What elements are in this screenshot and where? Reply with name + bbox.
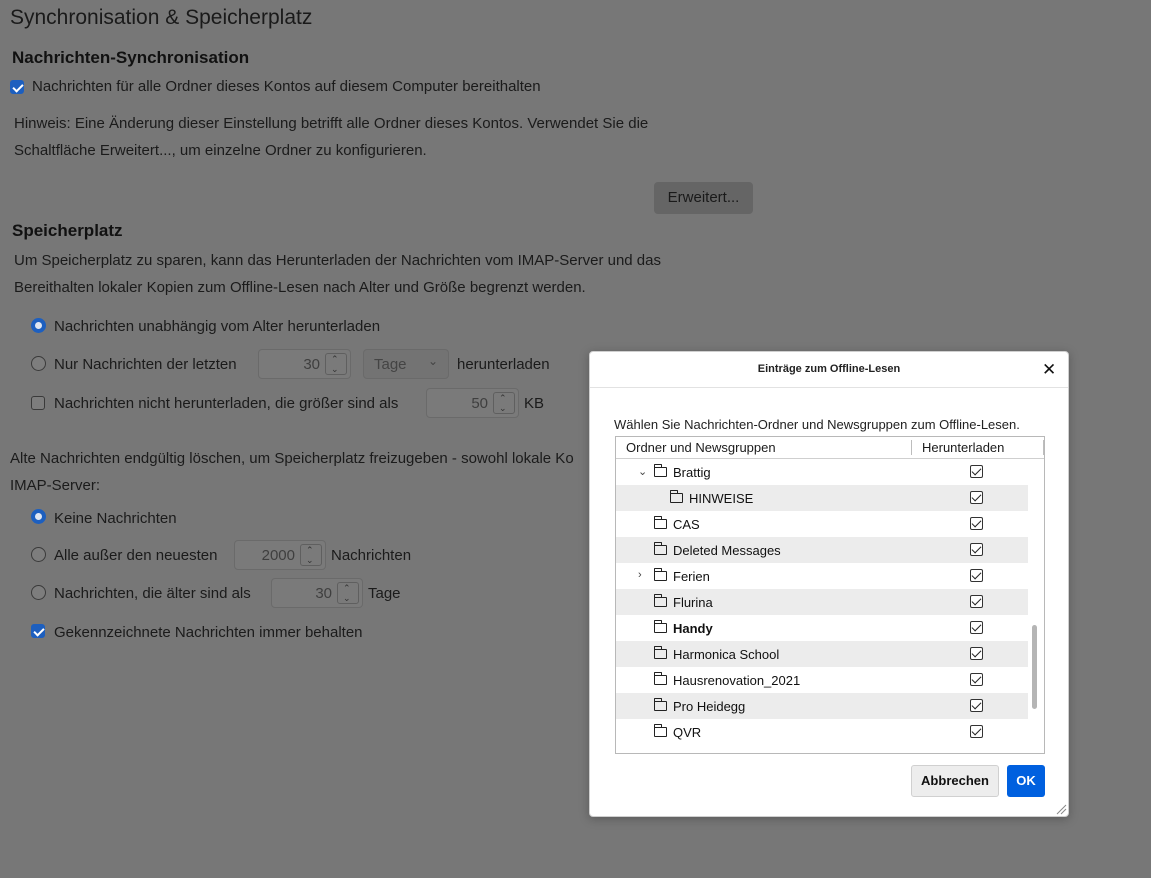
folder-icon xyxy=(654,701,667,711)
folder-icon xyxy=(654,467,667,477)
download-checkbox[interactable] xyxy=(970,673,983,686)
folder-icon xyxy=(670,493,683,503)
folder-icon xyxy=(654,519,667,529)
folder-label: CAS xyxy=(673,517,700,532)
days-unit-value: Tage xyxy=(374,356,407,373)
download-all-radio[interactable] xyxy=(31,318,46,333)
older-days-stepper[interactable] xyxy=(271,578,363,608)
folder-label: Brattig xyxy=(673,465,711,480)
delete-none-label: Keine Nachrichten xyxy=(54,510,177,527)
folder-icon xyxy=(654,675,667,685)
chevron-right-icon[interactable]: › xyxy=(638,569,642,581)
download-last-suffix: herunterladen xyxy=(457,356,550,373)
tree-rows xyxy=(616,459,1028,745)
stepper-value: 2000 xyxy=(261,547,295,564)
folder-label: Harmonica School xyxy=(673,647,780,662)
tree-row[interactable] xyxy=(616,459,1028,485)
download-checkbox[interactable] xyxy=(970,725,983,738)
tree-row[interactable] xyxy=(616,641,1028,667)
download-checkbox[interactable] xyxy=(970,647,983,660)
folder-icon xyxy=(654,545,667,555)
chevron-down-icon[interactable]: ⌄ xyxy=(638,466,648,478)
folder-label: Pro Heidegg xyxy=(673,699,746,714)
size-limit-label: Nachrichten nicht herunterladen, die größer sind als xyxy=(54,395,399,412)
download-checkbox[interactable] xyxy=(970,699,983,712)
dialog-description: Wählen Sie Nachrichten-Ordner und Newsgruppen zum Offline-Lesen. xyxy=(614,417,1020,432)
tree-row[interactable] xyxy=(616,589,1028,615)
folder-icon xyxy=(654,727,667,737)
ok-button[interactable]: OK xyxy=(1007,765,1045,797)
delete-all-except-suffix: Nachrichten xyxy=(331,547,412,564)
stepper-value: 50 xyxy=(471,395,488,412)
download-checkbox[interactable] xyxy=(970,517,983,530)
tree-row[interactable] xyxy=(616,615,1028,641)
page-title: Synchronisation & Speicherplatz xyxy=(10,6,313,29)
folder-icon xyxy=(654,571,667,581)
delete-older-radio[interactable] xyxy=(31,585,46,600)
download-checkbox[interactable] xyxy=(970,595,983,608)
column-divider xyxy=(1043,440,1044,455)
delete-none-radio[interactable] xyxy=(31,509,46,524)
folder-label: Flurina xyxy=(673,595,713,610)
folder-tree[interactable] xyxy=(615,436,1045,754)
stepper-arrows[interactable]: ⌃ ⌄ xyxy=(493,392,515,414)
offline-items-dialog xyxy=(589,351,1069,817)
cancel-button[interactable]: Abbrechen xyxy=(911,765,999,797)
folder-label: Ferien xyxy=(673,569,710,584)
column-header-folders[interactable]: Ordner und Newsgruppen xyxy=(626,440,776,455)
folder-label: Deleted Messages xyxy=(673,543,781,558)
folder-icon xyxy=(654,649,667,659)
advanced-button[interactable]: Erweitert... xyxy=(654,182,753,214)
download-last-days-stepper[interactable] xyxy=(258,349,351,379)
storage-desc-line1: Um Speicherplatz zu sparen, kann das Herunterladen der Nachrichten vom IMAP-Server und das xyxy=(14,252,661,269)
column-header-download[interactable]: Herunterladen xyxy=(922,440,1005,455)
stepper-value: 30 xyxy=(315,585,332,602)
folder-label: QVR xyxy=(673,725,702,740)
download-last-radio[interactable] xyxy=(31,356,46,371)
folder-icon xyxy=(654,597,667,607)
stepper-arrows[interactable]: ⌃ ⌄ xyxy=(337,582,359,604)
keep-messages-checkbox[interactable] xyxy=(10,80,24,94)
tree-row[interactable] xyxy=(616,719,1028,745)
delete-older-suffix: Tage xyxy=(368,585,401,602)
days-unit-select[interactable] xyxy=(363,349,449,379)
dialog-title: Einträge zum Offline-Lesen xyxy=(757,363,901,375)
storage-desc-line2: Bereithalten lokaler Kopien zum Offline-Lesen nach Alter und Größe begrenzt werden. xyxy=(14,279,586,296)
keep-newest-stepper[interactable] xyxy=(234,540,326,570)
resize-grip-icon[interactable] xyxy=(1055,803,1067,815)
tree-row[interactable] xyxy=(616,563,1028,589)
column-divider xyxy=(911,440,912,455)
download-checkbox[interactable] xyxy=(970,465,983,478)
download-checkbox[interactable] xyxy=(970,569,983,582)
delete-all-except-label: Alle außer den neuesten xyxy=(54,547,218,564)
stepper-arrows[interactable]: ⌃ ⌄ xyxy=(300,544,322,566)
keep-flagged-label: Gekennzeichnete Nachrichten immer behalten xyxy=(54,624,363,641)
sync-heading: Nachrichten-Synchronisation xyxy=(12,48,250,67)
folder-label: Hausrenovation_2021 xyxy=(673,673,801,688)
folder-label: Handy xyxy=(673,621,713,636)
stepper-arrows[interactable]: ⌃ ⌄ xyxy=(325,353,347,375)
tree-row[interactable] xyxy=(616,511,1028,537)
dialog-divider xyxy=(590,387,1068,388)
delete-desc-line1: Alte Nachrichten endgültig löschen, um Speicherplatz freizugeben - sowohl lokale Ko xyxy=(10,450,574,467)
tree-row[interactable] xyxy=(616,693,1028,719)
stepper-value: 30 xyxy=(303,356,320,373)
sync-hint-line1: Hinweis: Eine Änderung dieser Einstellung betrifft alle Ordner dieses Kontos. Verwendet Sie die xyxy=(14,115,649,132)
tree-row[interactable] xyxy=(616,485,1028,511)
delete-older-label: Nachrichten, die älter sind als xyxy=(54,585,251,602)
storage-heading: Speicherplatz xyxy=(12,221,123,240)
size-unit-label: KB xyxy=(524,395,545,412)
tree-row[interactable] xyxy=(616,667,1028,693)
download-checkbox[interactable] xyxy=(970,621,983,634)
scrollbar-thumb[interactable] xyxy=(1032,625,1037,709)
folder-label: HINWEISE xyxy=(689,491,754,506)
chevron-down-icon: ⌄ xyxy=(427,354,438,368)
sync-hint-line2: Schaltfläche Erweitert..., um einzelne Ordner zu konfigurieren. xyxy=(14,142,427,159)
download-last-label: Nur Nachrichten der letzten xyxy=(54,356,237,373)
download-checkbox[interactable] xyxy=(970,543,983,556)
download-all-label: Nachrichten unabhängig vom Alter herunterladen xyxy=(54,318,381,335)
keep-messages-label: Nachrichten für alle Ordner dieses Kontos auf diesem Computer bereithalten xyxy=(32,78,541,95)
size-limit-stepper[interactable] xyxy=(426,388,519,418)
tree-row[interactable] xyxy=(616,537,1028,563)
size-limit-checkbox[interactable] xyxy=(31,396,45,410)
download-checkbox[interactable] xyxy=(970,491,983,504)
folder-icon xyxy=(654,623,667,633)
delete-all-except-radio[interactable] xyxy=(31,547,46,562)
delete-desc-line2: IMAP-Server: xyxy=(10,477,101,494)
tree-header xyxy=(616,437,1044,459)
keep-flagged-checkbox[interactable] xyxy=(31,624,45,638)
close-icon[interactable]: ✕ xyxy=(1042,360,1057,379)
